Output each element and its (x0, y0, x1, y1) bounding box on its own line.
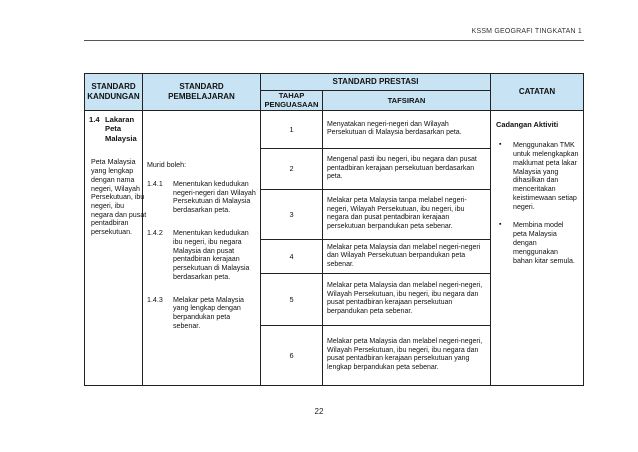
prestasi-level: 1 (261, 110, 323, 148)
page-number: 22 (314, 407, 324, 416)
prestasi-description: Menyatakan negeri-negeri dan Wilayah Persekutuan di Malaysia berdasarkan peta. (323, 110, 491, 148)
standard-pembelajaran-intro: Murid boleh: (147, 160, 187, 169)
document-header-title: KSSM GEOGRAFI TINGKATAN 1 (471, 28, 582, 35)
catatan-item: ▪ Membina model peta Malaysia dengan menggunakan bahan kitar semula. (496, 221, 579, 265)
standard-pembelajaran-item: 1.4.3 Melakar peta Malaysia yang lengkap dengan berpandukan peta sebenar. (147, 295, 244, 330)
standard-pembelajaran-item: 1.4.2 Menentukan kedudukan ibu negeri, ibu negara Malaysia dan pusat pentadbiran kerajaan persekutuan di Malaysia berdasarkan peta. (147, 228, 250, 281)
header-tafsiran: TAFSIRAN (323, 91, 491, 111)
header-divider (84, 40, 584, 41)
header-tahap-penguasaan: TAHAP PENGUASAAN (261, 91, 323, 111)
header-catatan: CATATAN (491, 74, 584, 111)
bullet-icon: ▪ (499, 221, 502, 229)
catatan-title: Cadangan Aktiviti (496, 119, 559, 129)
header-standard-pembelajaran: STANDARD PEMBELAJARAN (143, 74, 261, 111)
prestasi-description: Melakar peta Malaysia tanpa melabel negeri-negeri, Wilayah Persekutuan, ibu negeri, ibu negara dan pusat pentadbiran kerajaan persekutuan berpandukan peta sebenar. (323, 189, 491, 239)
prestasi-level: 3 (261, 189, 323, 239)
standard-pembelajaran-item: 1.4.1 Menentukan kedudukan negeri-negeri dan Wilayah Persekutuan di Malaysia berdasarkan peta. (147, 179, 256, 215)
prestasi-level: 4 (261, 239, 323, 273)
prestasi-description: Melakar peta Malaysia dan melabel negeri-negeri, Wilayah Persekutuan, ibu negeri, ibu negara dan pusat pentadbiran kerajaan persekutuan yang lengkap berpandukan peta sebenar. (323, 325, 491, 385)
bullet-icon: ▪ (499, 141, 502, 149)
curriculum-table (84, 73, 584, 386)
prestasi-description: Mengenal pasti ibu negeri, ibu negara dan pusat pentadbiran kerajaan persekutuan berdasarkan peta. (323, 148, 491, 189)
header-standard-prestasi: STANDARD PRESTASI (261, 74, 491, 91)
catatan-item: ▪ Menggunakan TMK untuk melengkapkan maklumat peta lakar Malaysia yang dihasilkan dan menceritakan keistimewaan setiap negeri. (496, 141, 579, 211)
standard-kandungan-title: 1.4 Lakaran Peta Malaysia (89, 114, 137, 143)
prestasi-level: 2 (261, 148, 323, 189)
standard-kandungan-cell (85, 110, 147, 385)
standard-pembelajaran-cell (143, 110, 261, 385)
prestasi-level: 6 (261, 325, 323, 385)
prestasi-description: Melakar peta Malaysia dan melabel negeri-negeri, Wilayah Persekutuan, ibu negeri, ibu negara dan pusat pentadbiran kerajaan persekutuan berpandukan peta sebenar. (323, 273, 491, 325)
header-standard-kandungan: STANDARD KANDUNGAN (85, 74, 143, 111)
prestasi-description: Melakar peta Malaysia dan melabel negeri-negeri dan Wilayah Persekutuan berpandukan peta sebenar. (323, 239, 491, 273)
catatan-cell (491, 110, 584, 385)
standard-kandungan-description: Peta Malaysia yang lengkap dengan nama negeri, Wilayah Persekutuan, ibu negeri, ibu negara dan pusat pentadbiran persekutuan. (91, 158, 147, 237)
prestasi-level: 5 (261, 273, 323, 325)
